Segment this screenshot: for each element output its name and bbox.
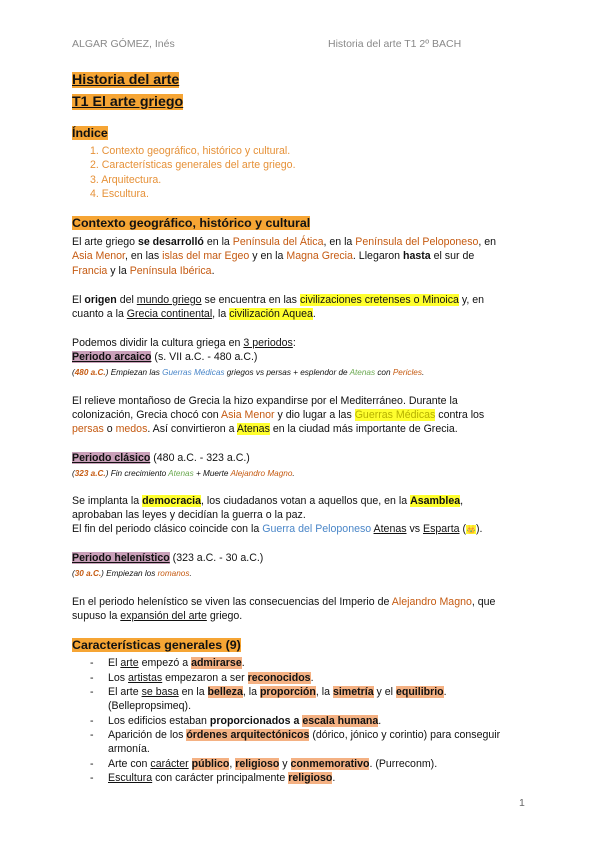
context-paragraph-1-line-3: Francia y la Península Ibérica. [72, 265, 215, 277]
context-paragraph-4-line-1: El relieve montañoso de Grecia la hizo expandirse por el Mediterráneo. Durante la [72, 395, 458, 407]
characteristic-3: - El arte se basa en la belleza, la proporción, la simetría y el equilibrio. [90, 686, 447, 698]
context-paragraph-2-line-2: cuanto a la Grecia continental, la civilización Aquea. [72, 308, 316, 320]
index-item-4: 4. Escultura. [90, 188, 149, 200]
period-classic: Periodo clásico (480 a.C. - 323 a.C.) [72, 452, 250, 464]
context-paragraph-5-line-2: aprobaban las leyes y decidían la guerra o la paz. [72, 509, 306, 521]
context-paragraph-4-line-2: colonización, Grecia chocó con Asia Menor y dio lugar a las Guerras Médicas contra los [72, 409, 485, 421]
period-hellenistic-note: (30 a.C.) Empiezan los romanos. [72, 569, 192, 578]
context-paragraph-1-line-1: El arte griego se desarrolló en la Península del Ática, en la Península del Peloponeso, en [72, 236, 497, 248]
periods-intro: Podemos dividir la cultura griega en 3 periodos: [72, 337, 296, 349]
characteristic-4: - Los edificios estaban proporcionados a escala humana. [90, 715, 382, 727]
context-paragraph-1-line-2: Asia Menor, en las islas del mar Egeo y en la Magna Grecia. Llegaron hasta el sur de [72, 250, 475, 262]
context-paragraph-4-line-3: persas o medos. Así convirtieron a Atenas en la ciudad más importante de Grecia. [72, 423, 458, 435]
period-classic-note: (323 a.C.) Fin crecimiento Atenas + Muerte Alejandro Magno. [72, 469, 295, 478]
document-title: Historia del arte [72, 72, 180, 88]
document-subtitle: T1 El arte griego [72, 94, 184, 110]
index-item-3: 3. Arquitectura. [90, 174, 162, 186]
context-paragraph-6-line-1: En el periodo helenístico se viven las consecuencias del Imperio de Alejandro Magno, que [72, 596, 496, 608]
crown-icon: 👑 [466, 525, 476, 534]
characteristic-1: - El arte empezó a admirarse. [90, 657, 245, 669]
characteristic-2: - Los artistas empezaron a ser reconocidos. [90, 672, 314, 684]
period-hellenistic: Periodo helenístico (323 a.C. - 30 a.C.) [72, 552, 264, 564]
characteristic-7: - Escultura con carácter principalmente religioso. [90, 772, 336, 784]
index-item-1: 1. Contexto geográfico, histórico y cultural. [90, 145, 291, 157]
characteristics-heading: Características generales (9) [72, 638, 241, 652]
index-heading: Índice [72, 126, 108, 140]
context-paragraph-5-line-1: Se implanta la democracia, los ciudadanos votan a aquellos que, en la Asamblea, [72, 495, 464, 507]
characteristic-5: - Aparición de los órdenes arquitectónicos (dórico, jónico y corintio) para conseguir [90, 729, 501, 741]
header-author: ALGAR GÓMEZ, Inés [72, 38, 175, 50]
characteristic-6: - Arte con carácter público, religioso y conmemorativo. (Purreconm). [90, 758, 438, 770]
period-archaic: Periodo arcaico (s. VII a.C. - 480 a.C.) [72, 351, 258, 363]
header-subject: Historia del arte T1 2º BACH [328, 38, 462, 50]
context-paragraph-2-line-1: El origen del mundo griego se encuentra en las civilizaciones cretenses o Minoica y, en [72, 294, 485, 306]
context-heading: Contexto geográfico, histórico y cultural [72, 216, 311, 230]
index-item-2: 2. Características generales del arte griego. [90, 159, 296, 171]
page-number: 1 [519, 797, 525, 809]
context-paragraph-5-line-3: El fin del periodo clásico coincide con la Guerra del Peloponeso Atenas vs Esparta (👑). [72, 523, 483, 535]
characteristic-3-mnemonic: (Bellepropsimeq). [108, 700, 192, 712]
context-paragraph-6-line-2: supuso la expansión del arte griego. [72, 610, 243, 622]
period-archaic-note: (480 a.C.) Empiezan las Guerras Médicas griegos vs persas + esplendor de Atenas con Pericles. [72, 368, 425, 377]
characteristic-5-cont: armonía. [108, 743, 150, 755]
